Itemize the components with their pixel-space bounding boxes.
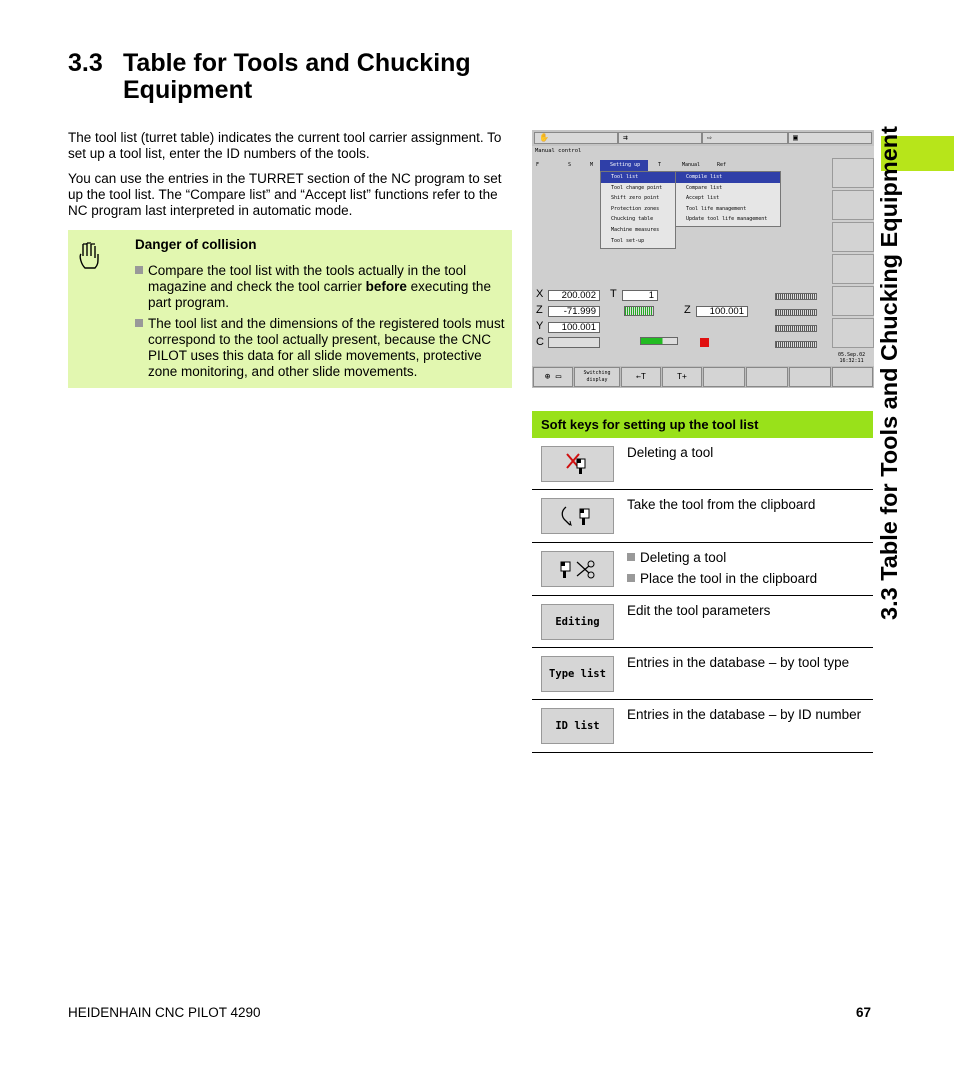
softkey-empty[interactable]	[832, 367, 873, 387]
table-row	[532, 543, 873, 596]
row-description: Take the tool from the clipboard	[627, 497, 816, 512]
menu-item[interactable]: Update tool life management	[686, 216, 768, 223]
softkey-tool-forward[interactable]: T+	[662, 367, 702, 387]
setup-submenu	[600, 171, 676, 249]
delete-tool-icon	[541, 446, 614, 482]
feed-bar	[640, 337, 678, 345]
paragraph-2: You can use the entries in the TURRET section of the NC program to set up the tool list. The “Compare list” and “Accept list” functions refer to the NC program last interpreted in automatic mode.	[68, 171, 502, 218]
type-list-softkey: Type list	[541, 656, 614, 692]
note-bullet-2: The tool list and the dimensions of the registered tools must correspond to the tool actually present, because the CNC PILOT uses this data for all slide movements, protective zone monitoring, and other slide movements.	[135, 316, 505, 380]
hand-mode-icon: ✋	[534, 132, 618, 144]
tool-label: T	[610, 288, 617, 300]
menu-item[interactable]: Protection zones	[611, 205, 660, 212]
section-number: 3.3	[68, 49, 103, 77]
softkey-empty[interactable]	[789, 367, 831, 387]
section-title-line2: Equipment	[123, 76, 253, 104]
screenshot-softkey-row	[532, 366, 874, 388]
load-bar-x	[775, 293, 817, 300]
top-label-ref: Ref	[717, 162, 727, 168]
tool-list-submenu	[675, 171, 781, 227]
screenshot-side-buttons	[832, 158, 874, 350]
axis-z-label: Z	[536, 304, 543, 316]
menu-setting-up: Setting up	[600, 160, 648, 171]
status-red-indicator	[700, 338, 709, 347]
tool-value: 1	[622, 290, 658, 301]
axis-x-label: X	[536, 288, 544, 300]
top-label-t: T	[658, 162, 662, 168]
table-row	[532, 490, 873, 543]
menu-item[interactable]: Compile list	[676, 172, 780, 183]
editing-softkey: Editing	[541, 604, 614, 640]
transfer-icon: ⇨	[702, 132, 788, 144]
scissors-cut-icon	[541, 551, 614, 587]
softkey-empty[interactable]	[703, 367, 745, 387]
load-bar-spindle	[775, 341, 817, 348]
datetime: 05.Sep.02 16:32:11	[838, 352, 866, 364]
menu-item[interactable]: Compare list	[686, 184, 723, 191]
footer-product: HEIDENHAIN CNC PILOT 4290	[68, 1005, 261, 1020]
softkey-empty[interactable]	[746, 367, 788, 387]
axis-c-value	[548, 337, 600, 348]
paragraph-1: The tool list (turret table) indicates the current tool carrier assignment. To set up a tool list, enter the ID numbers of the tools.	[68, 130, 502, 161]
z2-value: 100.001	[696, 306, 748, 317]
softkey-table-header: Soft keys for setting up the tool list	[532, 411, 873, 438]
table-row	[532, 700, 873, 753]
note-bullet-1: Compare the tool list with the tools actually in the tool magazine and check the tool carrier before executing the part program.	[135, 263, 505, 311]
top-label-s: S	[568, 162, 572, 168]
menu-item[interactable]: Shift zero point	[611, 195, 660, 202]
note-title: Danger of collision	[135, 237, 257, 252]
table-row	[532, 648, 873, 700]
menu-item[interactable]: Chucking table	[611, 216, 654, 223]
axis-c-label: C	[536, 336, 544, 348]
menu-item[interactable]: Accept list	[686, 195, 720, 202]
axis-z-value: -71.999	[548, 306, 600, 317]
screenshot-topbar	[532, 130, 874, 146]
row-description: Deleting a tool	[627, 445, 714, 460]
section-heading	[68, 50, 103, 77]
page-number: 67	[856, 1005, 872, 1020]
load-bar-z	[775, 309, 817, 316]
menu-item[interactable]: Tool set-up	[611, 237, 645, 244]
cnc-screenshot	[532, 130, 874, 388]
side-tab-label: 3.3 Table for Tools and Chucking Equipment	[876, 126, 902, 620]
clipboard-take-icon	[541, 498, 614, 534]
row-description: Deleting a tool Place the tool in the clipboard	[627, 549, 872, 587]
row-description: Edit the tool parameters	[627, 603, 771, 618]
program-icon: ⇉	[618, 132, 702, 144]
tool-icon: ▣	[788, 132, 872, 144]
row-description: Entries in the database – by ID number	[627, 707, 862, 722]
top-label-f: F	[536, 162, 540, 168]
row-description: Entries in the database – by tool type	[627, 655, 850, 670]
menu-item[interactable]: Tool list	[601, 172, 675, 183]
id-list-softkey: ID list	[541, 708, 614, 744]
danger-note	[68, 230, 512, 388]
table-row	[532, 438, 873, 490]
override-bar	[624, 306, 654, 316]
crosshair-icon[interactable]: ⊕ ▭	[533, 367, 573, 387]
menu-manual: Manual	[682, 162, 701, 168]
section-title-line1: Table for Tools and Chucking	[123, 49, 471, 77]
load-bar-c	[775, 325, 817, 332]
softkey-tool-back[interactable]: ←T	[621, 367, 661, 387]
softkey-switching-display[interactable]: Switching display	[574, 367, 620, 387]
axis-y-label: Y	[536, 320, 544, 332]
menu-item[interactable]: Tool change point	[611, 184, 663, 191]
table-row	[532, 596, 873, 648]
z2-label: Z	[684, 304, 691, 316]
menu-item[interactable]: Machine measures	[611, 226, 660, 233]
axis-y-value: 100.001	[548, 322, 600, 333]
menu-item[interactable]: Tool life management	[686, 205, 747, 212]
axis-x-value: 200.002	[548, 290, 600, 301]
hand-pointing-icon	[78, 242, 102, 272]
top-label-m: M	[590, 162, 594, 168]
screenshot-title: Manual control	[535, 148, 582, 154]
